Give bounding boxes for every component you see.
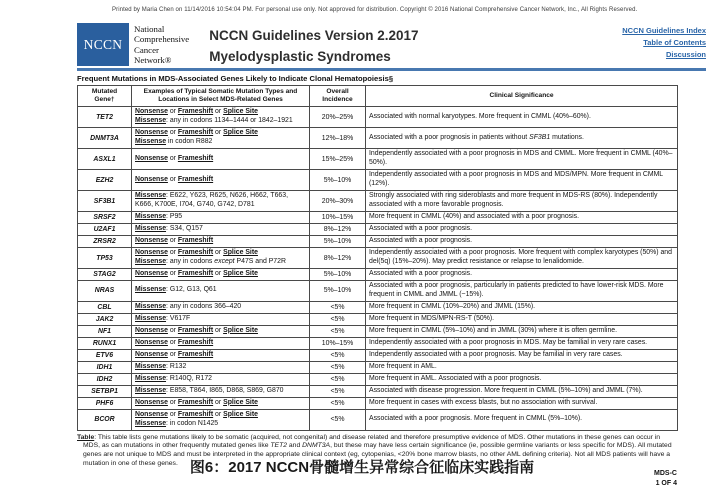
mutation-example-line: Missense: R140Q, R172 xyxy=(135,374,212,382)
table-row xyxy=(78,269,678,281)
header-nav-links xyxy=(622,23,706,61)
incidence-cell: 5%–10% xyxy=(310,236,366,248)
mutation-example-line: Nonsense or Frameshift xyxy=(135,350,214,358)
page-title xyxy=(209,23,418,68)
page-number: 1 OF 4 xyxy=(655,479,677,487)
mutation-examples-cell xyxy=(132,409,310,430)
significance-cell: Independently associated with a poor prognosis. More frequent with complex karyotypes (50%) and del(5q) (15%–20%). May predict resistance or relapse to lenalidomide. xyxy=(366,248,678,269)
mutation-example-line: Nonsense or Frameshift or Splice Site xyxy=(135,326,258,334)
mutation-example-line: Missense: E622, Y623, R625, N626, H662, T663, K666, K700E, I704, G740, G742, D781 xyxy=(135,192,288,209)
mutation-example-line: Nonsense or Frameshift xyxy=(135,175,214,183)
mutation-examples-cell xyxy=(132,301,310,313)
nccn-logo-text: NCCN xyxy=(83,36,123,52)
page-header xyxy=(77,23,706,68)
table-row xyxy=(78,373,678,385)
org-line: Comprehensive xyxy=(134,34,190,45)
table-row xyxy=(78,313,678,325)
significance-cell: Associated with a poor prognosis. xyxy=(366,269,678,281)
gene-cell: IDH2 xyxy=(78,373,132,385)
column-header-clinical-significance: Clinical Significance xyxy=(366,86,678,107)
mutation-example-line: Nonsense or Frameshift or Splice Site xyxy=(135,108,258,116)
incidence-cell: 12%–18% xyxy=(310,128,366,149)
table-body xyxy=(78,107,678,430)
significance-cell: Associated with a poor prognosis. More frequent in CMML (5%–10%). xyxy=(366,409,678,430)
mutation-examples-cell xyxy=(132,128,310,149)
incidence-cell: 10%–15% xyxy=(310,212,366,224)
gene-cell: U2AF1 xyxy=(78,224,132,236)
gene-cell: BCOR xyxy=(78,409,132,430)
mutation-example-line: Missense: G12, G13, Q61 xyxy=(135,286,217,294)
table-row xyxy=(78,149,678,170)
table-row xyxy=(78,409,678,430)
mutation-examples-cell xyxy=(132,269,310,281)
mutation-example-line: Missense: any in codons 366–420 xyxy=(135,302,242,310)
column-header-mutated-gene: Mutated Gene† xyxy=(78,86,132,107)
table-row xyxy=(78,191,678,212)
mutation-examples-cell xyxy=(132,337,310,349)
mutation-examples-cell xyxy=(132,361,310,373)
significance-cell: More frequent in MDS/MPN-RS-T (50%). xyxy=(366,313,678,325)
org-name xyxy=(134,23,189,66)
significance-cell: More frequent in CMML (10%–20%) and JMML (15%). xyxy=(366,301,678,313)
significance-cell: More frequent in cases with excess blasts, but no association with survival. xyxy=(366,397,678,409)
incidence-cell: 20%–25% xyxy=(310,107,366,128)
incidence-cell: <5% xyxy=(310,373,366,385)
mutation-example-line: Nonsense or Frameshift xyxy=(135,338,214,346)
gene-cell: ASXL1 xyxy=(78,149,132,170)
gene-cell: STAG2 xyxy=(78,269,132,281)
significance-cell: Associated with normal karyotypes. More frequent in CMML (40%–60%). xyxy=(366,107,678,128)
significance-cell: Associated with a poor prognosis. xyxy=(366,236,678,248)
significance-cell: More frequent in AML. xyxy=(366,361,678,373)
incidence-cell: <5% xyxy=(310,325,366,337)
incidence-cell: <5% xyxy=(310,301,366,313)
header-divider xyxy=(77,68,706,71)
table-row xyxy=(78,337,678,349)
mutation-example-line: Missense: any in codons except P47S and P72R xyxy=(135,258,286,266)
significance-cell: Strongly associated with ring sideroblasts and more frequent in MDS-RS (80%). Independently associated with a more favorable prognosis. xyxy=(366,191,678,212)
table-title: Frequent Mutations in MDS-Associated Genes Likely to Indicate Clonal Hematopoiesis§ xyxy=(77,74,394,83)
table-row xyxy=(78,212,678,224)
mutation-examples-cell xyxy=(132,385,310,397)
incidence-cell: 5%–10% xyxy=(310,269,366,281)
mutation-example-line: Missense: R132 xyxy=(135,362,187,370)
incidence-cell: <5% xyxy=(310,397,366,409)
gene-cell: NF1 xyxy=(78,325,132,337)
page-code: MDS-C xyxy=(654,470,677,478)
link-discussion[interactable]: Discussion xyxy=(665,50,706,59)
table-row xyxy=(78,349,678,361)
mutation-examples-cell xyxy=(132,313,310,325)
significance-cell: Independently associated with a poor prognosis in MDS and CMML. More frequent in CMML (40%–50%). xyxy=(366,149,678,170)
link-table-of-contents[interactable]: Table of Contents xyxy=(643,38,706,47)
guidelines-version-title: NCCN Guidelines Version 2.2017 xyxy=(209,28,419,43)
gene-cell: NRAS xyxy=(78,280,132,301)
mutation-example-line: Missense: any in codons 1134–1444 or 1842–1921 xyxy=(135,117,293,125)
gene-cell: CBL xyxy=(78,301,132,313)
gene-cell: JAK2 xyxy=(78,313,132,325)
gene-cell: TP53 xyxy=(78,248,132,269)
table-row xyxy=(78,170,678,191)
mutation-example-line: Missense: in codon N1425 xyxy=(135,419,219,427)
mutation-example-line: Missense: E858, T864, I865, D868, S869, G870 xyxy=(135,386,284,394)
mutation-examples-cell xyxy=(132,397,310,409)
incidence-cell: <5% xyxy=(310,313,366,325)
table-row xyxy=(78,301,678,313)
incidence-cell: 10%–15% xyxy=(310,337,366,349)
gene-cell: IDH1 xyxy=(78,361,132,373)
mutation-examples-cell xyxy=(132,325,310,337)
guidelines-disease-title: Myelodysplastic Syndromes xyxy=(209,48,391,64)
table-row xyxy=(78,224,678,236)
incidence-cell: <5% xyxy=(310,349,366,361)
mutation-example-line: Missense in codon R882 xyxy=(135,138,213,146)
incidence-cell: 20%–30% xyxy=(310,191,366,212)
mutation-example-line: Nonsense or Frameshift or Splice Site xyxy=(135,129,258,137)
print-header-line: Printed by Maria Chen on 11/14/2016 10:54:04 PM. For personal use only. Not approved for distribution. Copyright © 2016 National Comprehensive Cancer Network, Inc., All Rights Reserved. xyxy=(112,7,638,13)
gene-cell: SF3B1 xyxy=(78,191,132,212)
mutation-examples-cell xyxy=(132,280,310,301)
table-footnote: Table: This table lists gene mutations likely to be somatic (acquired, not congenital) and disease related and therefore presumptive evidence of MDS. Other mutations in these genes can occur in MDS, as can mutations in other frequently mutated genes like TET2 and DNMT3A, but these may have less certain significance (ie, possible germline variants or less specific for MDS). All mutated genes are not unique to MDS and must be interpreted in the appropriate clinical context (eg, cytopenias, <20% bone marrow blasts, no other AML defining criteria). Not all MDS patients will have a mutation in one of these genes. xyxy=(77,433,672,467)
page-content xyxy=(77,74,677,487)
mutation-examples-cell xyxy=(132,191,310,212)
table-row xyxy=(78,248,678,269)
mutation-examples-cell xyxy=(132,212,310,224)
significance-cell: Independently associated with a poor prognosis in MDS. May be familial in very rare cases. xyxy=(366,337,678,349)
table-row xyxy=(78,107,678,128)
mutation-example-line: Nonsense or Frameshift or Splice Site xyxy=(135,410,258,418)
gene-cell: RUNX1 xyxy=(78,337,132,349)
significance-cell: More frequent in CMML (5%–10%) and in JMML (30%) where it is often germline. xyxy=(366,325,678,337)
incidence-cell: 5%–10% xyxy=(310,280,366,301)
gene-cell: SETBP1 xyxy=(78,385,132,397)
mutation-examples-cell xyxy=(132,373,310,385)
table-row xyxy=(78,397,678,409)
incidence-cell: 8%–12% xyxy=(310,248,366,269)
significance-cell: More frequent in AML. Associated with a poor prognosis. xyxy=(366,373,678,385)
significance-cell: Associated with a poor prognosis, particularly in patients predicted to have lower-risk MDS. More frequent in CMML and JMML (~15%). xyxy=(366,280,678,301)
mutation-examples-cell xyxy=(132,349,310,361)
figure-caption: 图6：2017 NCCN骨髓增生异常综合征临床实践指南 xyxy=(189,459,535,476)
table-row xyxy=(78,280,678,301)
significance-cell: More frequent in CMML (40%) and associated with a poor prognosis. xyxy=(366,212,678,224)
mutation-examples-cell xyxy=(132,248,310,269)
gene-cell: TET2 xyxy=(78,107,132,128)
gene-cell: EZH2 xyxy=(78,170,132,191)
table-row xyxy=(78,325,678,337)
table-row xyxy=(78,128,678,149)
mutation-examples-cell xyxy=(132,107,310,128)
gene-cell: DNMT3A xyxy=(78,128,132,149)
nccn-logo xyxy=(77,23,129,66)
mutation-example-line: Missense: V617F xyxy=(135,314,191,322)
gene-cell: ZRSR2 xyxy=(78,236,132,248)
significance-cell: Independently associated with a poor prognosis. May be familial in very rare cases. xyxy=(366,349,678,361)
mutation-example-line: Nonsense or Frameshift or Splice Site xyxy=(135,249,258,257)
table-header xyxy=(78,86,678,107)
mutation-examples-cell xyxy=(132,170,310,191)
column-header-examples: Examples of Typical Somatic Mutation Types and Locations in Select MDS-Related Genes xyxy=(132,86,310,107)
column-header-overall-incidence: Overall Incidence xyxy=(310,86,366,107)
gene-cell: PHF6 xyxy=(78,397,132,409)
incidence-cell: <5% xyxy=(310,385,366,397)
link-nccn-guidelines-index[interactable]: NCCN Guidelines Index xyxy=(622,26,706,35)
incidence-cell: 5%–10% xyxy=(310,170,366,191)
significance-cell: Associated with a poor prognosis. xyxy=(366,224,678,236)
table-row xyxy=(78,361,678,373)
org-line: Cancer xyxy=(134,44,159,55)
mutation-examples-cell xyxy=(132,149,310,170)
significance-cell: Associated with a poor prognosis in patients without SF3B1 mutations. xyxy=(366,128,678,149)
incidence-cell: 8%–12% xyxy=(310,224,366,236)
gene-cell: SRSF2 xyxy=(78,212,132,224)
table-row xyxy=(78,385,678,397)
mutations-table xyxy=(77,85,678,431)
mutation-example-line: Nonsense or Frameshift xyxy=(135,154,214,162)
incidence-cell: <5% xyxy=(310,409,366,430)
mutation-example-line: Missense: P95 xyxy=(135,213,183,221)
org-line: National xyxy=(134,24,165,34)
significance-cell: Independently associated with a poor prognosis in MDS and MDS/MPN. More frequent in CMML (12%). xyxy=(366,170,678,191)
gene-cell: ETV6 xyxy=(78,349,132,361)
table-header-row xyxy=(78,86,678,107)
mutation-example-line: Missense: S34, Q157 xyxy=(135,225,203,233)
mutation-examples-cell xyxy=(132,236,310,248)
mutation-example-line: Nonsense or Frameshift xyxy=(135,237,214,245)
org-line: Network® xyxy=(134,55,172,66)
mutation-examples-cell xyxy=(132,224,310,236)
mutation-example-line: Nonsense or Frameshift or Splice Site xyxy=(135,398,258,406)
table-row xyxy=(78,236,678,248)
incidence-cell: <5% xyxy=(310,361,366,373)
mutation-example-line: Nonsense or Frameshift or Splice Site xyxy=(135,270,258,277)
significance-cell: Associated with disease progression. More frequent in CMML (5%–10%) and JMML (7%). xyxy=(366,385,678,397)
incidence-cell: 15%–25% xyxy=(310,149,366,170)
